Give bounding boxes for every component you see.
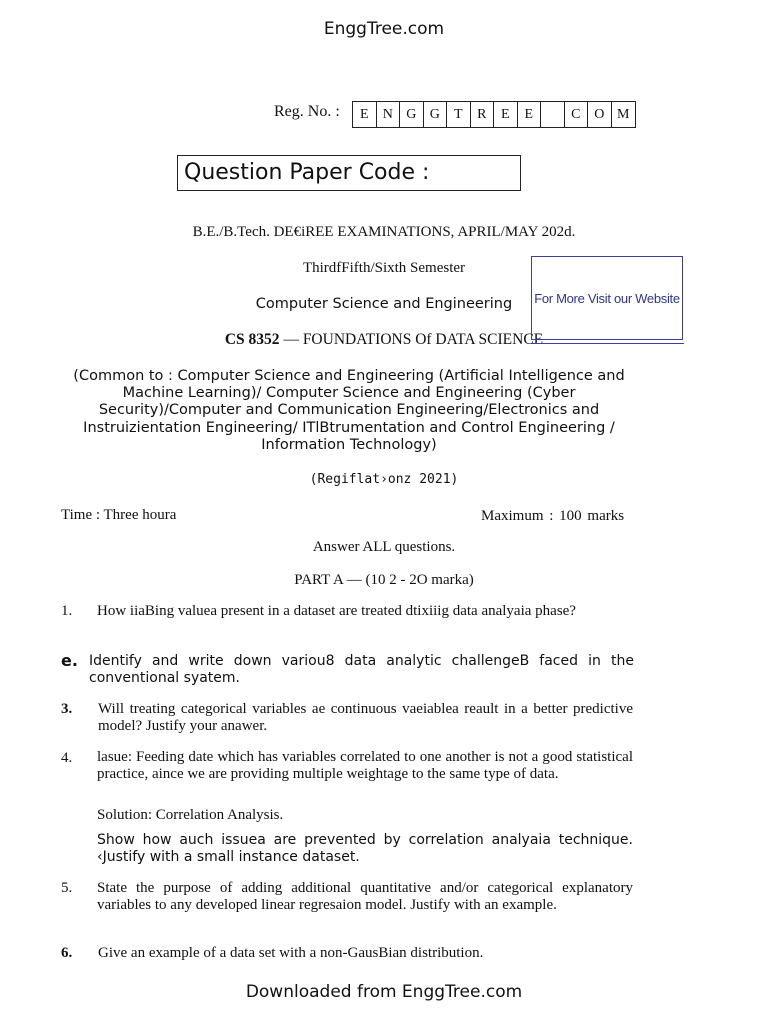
question-number: 5. (61, 880, 73, 896)
question-number: 3. (61, 701, 73, 717)
reg-cell: T (447, 102, 471, 127)
reg-cell: R (471, 102, 495, 127)
reg-cell: G (424, 102, 448, 127)
part-a-heading: PART A — (10 2 - 2O marka) (294, 572, 474, 588)
website-ad-link[interactable] (531, 256, 683, 340)
reg-cell: E (353, 102, 377, 127)
reg-cell (541, 102, 565, 127)
semester: ThirdfFifth/Sixth Semester (302, 260, 466, 276)
ad-underline (531, 343, 684, 344)
question-text: lasue: Feeding date which has variables correlated to one another is not a good statistical practice, aince we are providing multiple weightage to the same type of data. (97, 749, 633, 782)
question-text: How iiaBing valuea present in a dataset are treated dtixiiig data analyaia phase? (97, 603, 576, 619)
question-paper-code-box: Question Paper Code : (177, 155, 521, 191)
question-subtext: Solution: Correlation Analysis. (97, 807, 284, 823)
question-text: Identify and write down variou8 data analytic challengeB faced in the conventional syatem. (89, 653, 634, 686)
reg-no-boxes (352, 101, 636, 128)
exam-title: B.E./B.Tech. DE€iREE EXAMINATIONS, APRIL/MAY 202d. (192, 224, 576, 240)
reg-cell: E (518, 102, 542, 127)
reg-cell: C (565, 102, 589, 127)
reg-no-label: Reg. No. : (274, 103, 340, 120)
question-text: Give an example of a data set with a non-GausBian distribution. (98, 945, 484, 961)
site-footer: Downloaded from EnggTree.com (245, 982, 523, 1002)
question-subtext: Show how auch issuea are prevented by correlation analyaia technique. ‹Justify with a small instance dataset. (97, 832, 633, 865)
reg-cell: E (494, 102, 518, 127)
reg-cell: G (400, 102, 424, 127)
instruction: Answer ALL questions. (312, 539, 456, 555)
course-code: CS 8352 (224, 331, 280, 348)
time-label: Time : Three houra (61, 507, 177, 523)
course-title: — FOUNDATIONS Of DATA SCIENCE (279, 331, 544, 348)
max-marks-label: Maximum : 100 marks (481, 508, 625, 524)
question-number: e. (61, 651, 78, 670)
question-number: 1. (61, 603, 73, 619)
ad-text: For More Visit our Website (534, 290, 680, 306)
common-to-text: (Common to : Computer Science and Engineering (Artificial Intelligence and Machine Learning)/ Computer Science and Engineering (Cyber Security)/Computer and Communication Engineering/Electronics and Instruizientation Engineering/ ITlBtrumentation and Control Engineering / Information Technology) (73, 368, 625, 453)
question-number: 4. (61, 750, 73, 766)
question-text: State the purpose of adding additional quantitative and/or categorical explanatory variables to any developed linear regresaion model. Justify with an example. (97, 880, 633, 913)
site-header: EnggTree.com (323, 19, 445, 39)
regulation: (Regiflat›onz 2021) (309, 472, 459, 487)
department: Computer Science and Engineering (255, 296, 513, 312)
question-number: 6. (61, 945, 73, 961)
question-text: Will treating categorical variables ae continuous vaeiablea reault in a better predictive model? Justify your anawer. (98, 701, 633, 734)
reg-cell: O (588, 102, 612, 127)
reg-cell: N (377, 102, 401, 127)
reg-cell: M (617, 106, 630, 122)
